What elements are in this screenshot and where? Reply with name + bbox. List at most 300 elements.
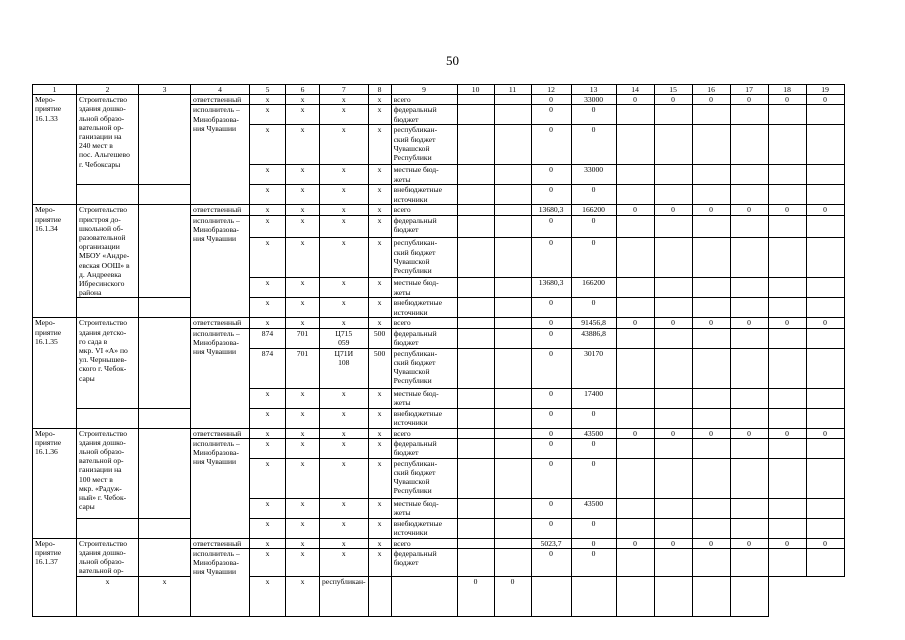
code-cell: х xyxy=(286,95,320,105)
amount-cell xyxy=(768,238,806,278)
amount-cell: 0 xyxy=(692,95,730,105)
amount-cell xyxy=(616,408,654,428)
amount-cell xyxy=(616,185,654,205)
amount-cell xyxy=(730,458,768,498)
role-label: ответственный xyxy=(191,205,250,215)
amount-cell: 0 xyxy=(531,318,571,328)
header-cell: 9 xyxy=(391,85,457,95)
empty-cell xyxy=(457,215,494,238)
header-cell: 13 xyxy=(571,85,616,95)
code-cell: х xyxy=(368,428,391,438)
empty-cell xyxy=(494,205,531,215)
amount-cell xyxy=(616,518,654,538)
amount-cell: 43886,8 xyxy=(571,328,616,348)
funding-source: местные бюд- жеты xyxy=(391,278,457,298)
amount-cell xyxy=(730,215,768,238)
funding-source: федеральный бюджет xyxy=(391,549,457,577)
empty-cell xyxy=(457,95,494,105)
code-cell: х xyxy=(320,428,369,438)
amount-cell xyxy=(654,549,692,577)
code-cell: х xyxy=(250,95,286,105)
header-cell: 11 xyxy=(494,85,531,95)
header-cell: 15 xyxy=(654,85,692,95)
funding-source: республикан- ский бюджет Чувашской Республики xyxy=(391,125,457,165)
empty-cell xyxy=(457,498,494,518)
code-cell: х xyxy=(250,238,286,278)
amount-cell xyxy=(692,185,730,205)
code-cell: х xyxy=(368,125,391,165)
empty-cell xyxy=(494,298,531,318)
amount-cell xyxy=(768,215,806,238)
code-cell: х xyxy=(320,549,369,577)
empty-cell xyxy=(139,185,191,205)
amount-cell xyxy=(692,105,730,125)
funding-source: внебюджетные источники xyxy=(391,185,457,205)
funding-source: всего xyxy=(391,538,457,548)
amount-cell xyxy=(730,518,768,538)
code-cell: х xyxy=(320,215,369,238)
empty-cell xyxy=(494,538,531,548)
code-cell: х xyxy=(250,205,286,215)
amount-cell xyxy=(806,438,844,458)
event-name: Строительство здания дошко- льной образо- вательной ор- ганизации на 240 мест в пос. Альгешево г. Чебоксары xyxy=(77,95,139,185)
code-cell: х xyxy=(286,125,320,165)
code-cell: х xyxy=(320,298,369,318)
amount-cell: 166200 xyxy=(571,278,616,298)
amount-cell xyxy=(806,125,844,165)
amount-cell xyxy=(692,498,730,518)
amount-cell xyxy=(692,328,730,348)
amount-cell xyxy=(768,125,806,165)
amount-cell: 0 xyxy=(531,348,571,388)
empty-cell xyxy=(457,549,494,577)
code-cell: х xyxy=(320,408,369,428)
funding-source: всего xyxy=(391,95,457,105)
code-cell: х xyxy=(286,549,320,577)
amount-cell xyxy=(616,238,654,278)
code-cell: х xyxy=(320,458,369,498)
amount-cell: 0 xyxy=(531,458,571,498)
empty-cell xyxy=(494,125,531,165)
code-cell: х xyxy=(320,95,369,105)
code-cell: х xyxy=(320,388,369,408)
amount-cell xyxy=(616,498,654,518)
empty-cell xyxy=(77,408,139,428)
amount-cell xyxy=(730,576,768,616)
empty-cell xyxy=(494,458,531,498)
empty-cell xyxy=(139,408,191,428)
amount-cell xyxy=(806,348,844,388)
code-cell: х xyxy=(286,205,320,215)
amount-cell xyxy=(654,518,692,538)
code-cell: х xyxy=(320,165,369,185)
amount-cell xyxy=(806,408,844,428)
amount-cell: 0 xyxy=(692,538,730,548)
amount-cell xyxy=(806,388,844,408)
empty-cell xyxy=(457,165,494,185)
empty-cell xyxy=(457,205,494,215)
header-cell: 2 xyxy=(77,85,139,95)
amount-cell xyxy=(730,328,768,348)
amount-cell xyxy=(768,549,806,577)
event-name: Строительство здания детско- го сада в мкр. VI «А» по ул. Чернышев- ского г. Чебок- сары xyxy=(77,318,139,408)
code-cell: х xyxy=(286,278,320,298)
amount-cell: 0 xyxy=(571,125,616,165)
table-row xyxy=(33,205,845,215)
code-cell: х xyxy=(368,165,391,185)
amount-cell xyxy=(692,549,730,577)
code-cell: х xyxy=(368,438,391,458)
amount-cell xyxy=(692,576,730,616)
header-cell: 18 xyxy=(768,85,806,95)
amount-cell: 0 xyxy=(531,95,571,105)
code-cell: х xyxy=(368,458,391,498)
table-row xyxy=(33,538,845,548)
code-cell: х xyxy=(139,576,191,616)
amount-cell xyxy=(692,238,730,278)
code-cell: х xyxy=(368,215,391,238)
amount-cell: 0 xyxy=(571,105,616,125)
funding-source: федеральный бюджет xyxy=(391,215,457,238)
amount-cell: 0 xyxy=(654,95,692,105)
amount-cell xyxy=(768,328,806,348)
empty-cell xyxy=(457,298,494,318)
amount-cell: 0 xyxy=(616,95,654,105)
amount-cell xyxy=(654,348,692,388)
header-cell: 5 xyxy=(250,85,286,95)
code-cell: х xyxy=(250,458,286,498)
amount-cell: 0 xyxy=(457,576,494,616)
code-cell: х xyxy=(286,428,320,438)
empty-cell xyxy=(77,298,139,318)
amount-cell: 0 xyxy=(730,95,768,105)
code-cell: х xyxy=(250,185,286,205)
empty-cell xyxy=(457,278,494,298)
amount-cell: 0 xyxy=(730,428,768,438)
table-row xyxy=(33,576,845,616)
amount-cell: 0 xyxy=(531,388,571,408)
code-cell: х xyxy=(286,518,320,538)
amount-cell xyxy=(806,328,844,348)
empty-cell xyxy=(457,408,494,428)
funding-source: внебюджетные источники xyxy=(391,518,457,538)
role-label: ответственный xyxy=(191,538,250,548)
amount-cell xyxy=(616,125,654,165)
code-cell: х xyxy=(286,538,320,548)
code-cell: х xyxy=(77,576,139,616)
empty-cell xyxy=(77,518,139,538)
amount-cell: 13680,3 xyxy=(531,205,571,215)
funding-source: внебюджетные источники xyxy=(391,298,457,318)
amount-cell xyxy=(730,238,768,278)
amount-cell xyxy=(654,408,692,428)
code-cell: х xyxy=(320,238,369,278)
amount-cell xyxy=(654,165,692,185)
code-cell: х xyxy=(250,576,286,616)
code-cell: х xyxy=(368,278,391,298)
amount-cell: 0 xyxy=(806,95,844,105)
code-cell: х xyxy=(286,298,320,318)
code-cell: х xyxy=(250,298,286,318)
amount-cell xyxy=(806,185,844,205)
amount-cell xyxy=(654,278,692,298)
amount-cell xyxy=(768,278,806,298)
header-cell: 4 xyxy=(191,85,250,95)
page-number: 50 xyxy=(446,53,459,68)
funding-source: республикан- ский бюджет Чувашской Республики xyxy=(391,238,457,278)
amount-cell: 0 xyxy=(806,318,844,328)
empty-cell xyxy=(139,95,191,185)
executor-name: исполнитель – Минобразова- ния Чувашии xyxy=(191,105,250,205)
executor-name: исполнитель – Минобразова- ния Чувашии xyxy=(191,328,250,428)
code-cell: х xyxy=(320,185,369,205)
amount-cell: 0 xyxy=(806,428,844,438)
amount-cell xyxy=(806,278,844,298)
empty-cell xyxy=(494,438,531,458)
code-cell: х xyxy=(286,458,320,498)
amount-cell: 0 xyxy=(531,125,571,165)
amount-cell xyxy=(768,458,806,498)
amount-cell: 0 xyxy=(616,428,654,438)
code-cell: х xyxy=(368,205,391,215)
code-cell: х xyxy=(250,125,286,165)
amount-cell xyxy=(692,438,730,458)
empty-cell xyxy=(494,518,531,538)
amount-cell xyxy=(768,298,806,318)
code-cell: 701 xyxy=(286,328,320,348)
empty-cell xyxy=(494,318,531,328)
amount-cell: 0 xyxy=(654,428,692,438)
amount-cell: 0 xyxy=(616,318,654,328)
amount-cell xyxy=(806,549,844,577)
empty-cell xyxy=(457,328,494,348)
amount-cell xyxy=(654,458,692,498)
amount-cell xyxy=(616,438,654,458)
code-cell: х xyxy=(286,165,320,185)
role-label: ответственный xyxy=(191,428,250,438)
amount-cell: 43500 xyxy=(571,428,616,438)
code-cell: х xyxy=(250,518,286,538)
code-cell: х xyxy=(286,408,320,428)
event-name: Строительство пристроя до- школьной об- разовательной организации МБОУ «Андре- евская ООШ» в д. Андреевка Ибресинского района xyxy=(77,205,139,298)
amount-cell xyxy=(730,549,768,577)
table-row xyxy=(33,298,845,318)
amount-cell xyxy=(616,278,654,298)
amount-cell: 0 xyxy=(730,205,768,215)
code-cell: х xyxy=(368,408,391,428)
amount-cell: 0 xyxy=(531,518,571,538)
code-cell: х xyxy=(320,498,369,518)
empty-cell xyxy=(494,278,531,298)
amount-cell xyxy=(768,498,806,518)
amount-cell xyxy=(654,438,692,458)
code-cell: 874 xyxy=(250,348,286,388)
event-code: Меро- приятие 16.1.36 xyxy=(33,428,77,538)
amount-cell xyxy=(768,105,806,125)
amount-cell: 33000 xyxy=(571,95,616,105)
executor-name: исполнитель – Минобразова- ния Чувашии xyxy=(191,438,250,538)
amount-cell xyxy=(806,215,844,238)
code-cell: х xyxy=(286,215,320,238)
amount-cell xyxy=(730,498,768,518)
amount-cell: 0 xyxy=(616,205,654,215)
code-cell: х xyxy=(368,549,391,577)
budget-table xyxy=(32,84,845,617)
empty-cell xyxy=(494,328,531,348)
amount-cell xyxy=(806,498,844,518)
executor-name: исполнитель – Минобразова- ния Чувашии xyxy=(191,215,250,318)
amount-cell: 0 xyxy=(531,428,571,438)
amount-cell xyxy=(692,125,730,165)
amount-cell: 43500 xyxy=(571,498,616,518)
header-cell: 17 xyxy=(730,85,768,95)
amount-cell: 0 xyxy=(768,95,806,105)
funding-source: республикан- xyxy=(320,576,369,616)
amount-cell xyxy=(692,348,730,388)
amount-cell: 0 xyxy=(730,318,768,328)
table-row xyxy=(33,518,845,538)
code-cell: х xyxy=(320,538,369,548)
header-cell: 3 xyxy=(139,85,191,95)
amount-cell: 0 xyxy=(692,428,730,438)
amount-cell: 0 xyxy=(531,105,571,125)
amount-cell xyxy=(730,278,768,298)
amount-cell: 30170 xyxy=(571,348,616,388)
empty-cell xyxy=(457,438,494,458)
code-cell: х xyxy=(250,408,286,428)
funding-source: федеральный бюджет xyxy=(391,438,457,458)
amount-cell xyxy=(768,185,806,205)
empty-cell xyxy=(457,348,494,388)
table-row xyxy=(33,408,845,428)
empty-cell xyxy=(77,185,139,205)
event-code: Меро- приятие 16.1.33 xyxy=(33,95,77,205)
empty-cell xyxy=(494,95,531,105)
empty-cell xyxy=(457,458,494,498)
amount-cell: 0 xyxy=(768,318,806,328)
amount-cell xyxy=(806,165,844,185)
empty-cell xyxy=(139,298,191,318)
code-cell: х xyxy=(320,438,369,458)
amount-cell: 0 xyxy=(531,165,571,185)
amount-cell: 13680,3 xyxy=(531,278,571,298)
amount-cell xyxy=(768,348,806,388)
amount-cell: 0 xyxy=(531,238,571,278)
funding-source: федеральный бюджет xyxy=(391,105,457,125)
amount-cell xyxy=(654,576,692,616)
amount-cell: 0 xyxy=(730,538,768,548)
code-cell: х xyxy=(320,278,369,298)
amount-cell: 0 xyxy=(806,538,844,548)
header-cell: 7 xyxy=(320,85,369,95)
code-cell: х xyxy=(286,498,320,518)
amount-cell xyxy=(616,348,654,388)
amount-cell: 0 xyxy=(531,215,571,238)
amount-cell: 5023,7 xyxy=(531,538,571,548)
amount-cell xyxy=(730,408,768,428)
empty-cell xyxy=(139,518,191,538)
amount-cell xyxy=(654,125,692,165)
amount-cell xyxy=(768,438,806,458)
code-cell: х xyxy=(250,165,286,185)
code-cell: 874 xyxy=(250,328,286,348)
empty-cell xyxy=(457,238,494,278)
amount-cell: 0 xyxy=(806,205,844,215)
amount-cell: 0 xyxy=(531,328,571,348)
code-cell: х xyxy=(368,185,391,205)
amount-cell xyxy=(692,518,730,538)
empty-cell xyxy=(457,318,494,328)
code-cell: х xyxy=(250,549,286,577)
funding-source: республикан- ский бюджет Чувашской Республики xyxy=(391,348,457,388)
amount-cell xyxy=(692,388,730,408)
header-cell: 8 xyxy=(368,85,391,95)
event-code: Меро- приятие 16.1.37 xyxy=(33,538,77,616)
code-cell: х xyxy=(250,215,286,238)
code-cell: х xyxy=(250,388,286,408)
header-cell: 19 xyxy=(806,85,844,95)
table-row xyxy=(33,185,845,205)
empty-cell xyxy=(457,388,494,408)
amount-cell xyxy=(692,215,730,238)
event-name: Строительство здания дошко- льной образо- вательной ор- ганизации на 100 мест в мкр. «Радуж- ный» г. Чебок- сары xyxy=(77,428,139,518)
code-cell: х xyxy=(320,125,369,165)
amount-cell: 166200 xyxy=(571,205,616,215)
amount-cell: 0 xyxy=(768,538,806,548)
header-cell: 6 xyxy=(286,85,320,95)
amount-cell: 0 xyxy=(692,318,730,328)
amount-cell xyxy=(806,298,844,318)
amount-cell xyxy=(692,458,730,498)
amount-cell xyxy=(806,238,844,278)
empty-cell xyxy=(494,408,531,428)
amount-cell: 0 xyxy=(571,438,616,458)
code-cell: х xyxy=(286,105,320,125)
amount-cell xyxy=(616,298,654,318)
amount-cell xyxy=(730,185,768,205)
amount-cell xyxy=(616,165,654,185)
amount-cell: 0 xyxy=(531,549,571,577)
funding-source: местные бюд- жеты xyxy=(391,165,457,185)
amount-cell: 0 xyxy=(531,498,571,518)
code-cell: х xyxy=(320,205,369,215)
code-cell: х xyxy=(286,318,320,328)
empty-cell xyxy=(494,165,531,185)
amount-cell: 17400 xyxy=(571,388,616,408)
amount-cell: 0 xyxy=(531,298,571,318)
amount-cell: 0 xyxy=(571,215,616,238)
empty-cell xyxy=(494,238,531,278)
empty-cell xyxy=(494,388,531,408)
empty-cell xyxy=(139,205,191,298)
amount-cell xyxy=(692,278,730,298)
code-cell: 500 xyxy=(368,328,391,348)
empty-cell xyxy=(494,549,531,577)
amount-cell: 0 xyxy=(654,318,692,328)
amount-cell xyxy=(730,298,768,318)
code-cell: х xyxy=(250,498,286,518)
empty-cell xyxy=(494,498,531,518)
funding-source: всего xyxy=(391,318,457,328)
header-cell: 16 xyxy=(692,85,730,95)
header-row xyxy=(33,85,845,95)
header-cell: 12 xyxy=(531,85,571,95)
amount-cell xyxy=(571,576,616,616)
funding-source: местные бюд- жеты xyxy=(391,388,457,408)
table-row xyxy=(33,95,845,105)
amount-cell xyxy=(768,518,806,538)
amount-cell: 0 xyxy=(571,298,616,318)
